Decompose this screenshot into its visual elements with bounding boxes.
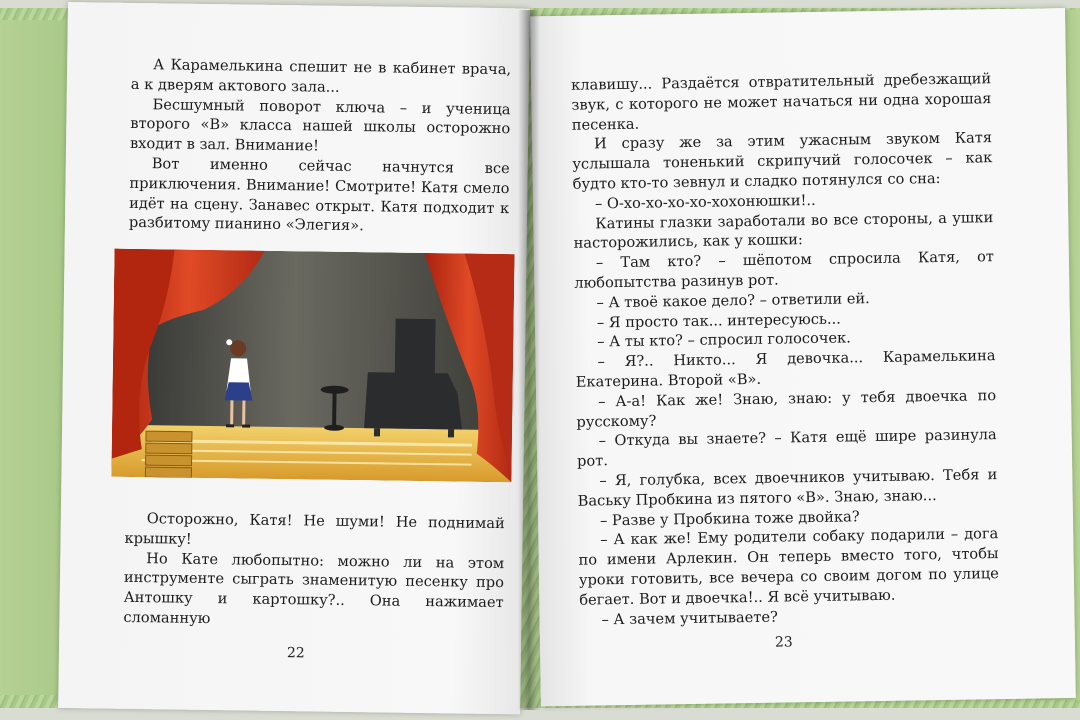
paragraph: – Там кто? – шёпотом спросила Катя, от любопытства разинув рот. <box>574 248 995 292</box>
paragraph: Но Кате любопытно: можно ли на этом инструменте сыграть знаменитую песенку про Антошку и картошку?.. Она нажимает сломанную <box>123 549 505 628</box>
paragraph: Вот именно сейчас начнутся все приключения. Внимание! Смотрите! Катя смело идёт на сцену. Занавес открыт. Катя подходит к разбитому пианино «Элегия». <box>128 155 510 235</box>
paragraph: Катины глазки заработали во все стороны, а ушки насторожились, как у кошки: <box>573 208 994 253</box>
left-page <box>58 2 530 714</box>
left-page-top-text <box>129 55 511 238</box>
left-page-bottom-text <box>123 509 505 633</box>
paragraph: – Разве у Пробкина тоже двойка? <box>599 507 860 529</box>
paragraph: Осторожно, Катя! Не шуми! Не поднимай крышку! <box>124 510 505 548</box>
stage-illustration-svg <box>111 249 514 483</box>
page-number-right: 23 <box>774 634 793 651</box>
paragraph: – О-хо-хо-хо-хо-хохонюшки!.. <box>594 191 816 213</box>
paragraph: А Карамелькина спешит не в кабинет врача, а к дверям актового зала... <box>130 56 512 96</box>
paragraph: – А-а! Как же! Знаю, знаю: у тебя двоечка по русскому? <box>576 386 997 431</box>
paragraph: Бесшумный поворот ключа – и ученица второго «В» класса нашей школы осторожно входит в зал. Внимание! <box>129 95 511 155</box>
right-page <box>530 8 1076 706</box>
paragraph: – Я?.. Никто... Я девочка... Карамелькина Екатерина. Второй «В». <box>575 347 996 391</box>
paragraph: – А как же! Ему родители собаку подарили – дога по имени Арлекин. Он теперь вместо того, чтобы уроки готовить, все вечера со своим догом по улице бегает. Вот и двоечка!.. Я всё учитываю. <box>578 525 1000 609</box>
book-spine-shadow <box>518 10 540 710</box>
paragraph: – Я, голубка, всех двоечников учитываю. Тебя и Ваську Пробкина из пятого «В». Знаю, знаю... <box>577 466 998 510</box>
paragraph: – А твоё какое дело? – ответили ей. <box>596 289 870 312</box>
paragraph: И сразу же за этим ужасным звуком Катя услышала тоненький скрипучий голосочек – как будто кто-то зевнул и сладко потянулся со сна: <box>572 129 993 193</box>
paragraph: – Откуда вы знаете? – Катя ещё шире разинула рот. <box>576 426 997 470</box>
stage-illustration <box>111 249 514 483</box>
paragraph: – А зачем учитываете? <box>601 608 778 628</box>
paragraph: – Я просто так... интересуюсь... <box>596 310 841 331</box>
page-number-left: 22 <box>286 645 305 662</box>
right-page-text <box>571 69 1000 630</box>
paragraph: клавишу... Раздаётся отвратительный дребезжащий звук, с которого не может начаться ни одна хорошая песенка. <box>571 70 992 134</box>
paragraph: – А ты кто? – спросил голосочек. <box>597 329 851 351</box>
